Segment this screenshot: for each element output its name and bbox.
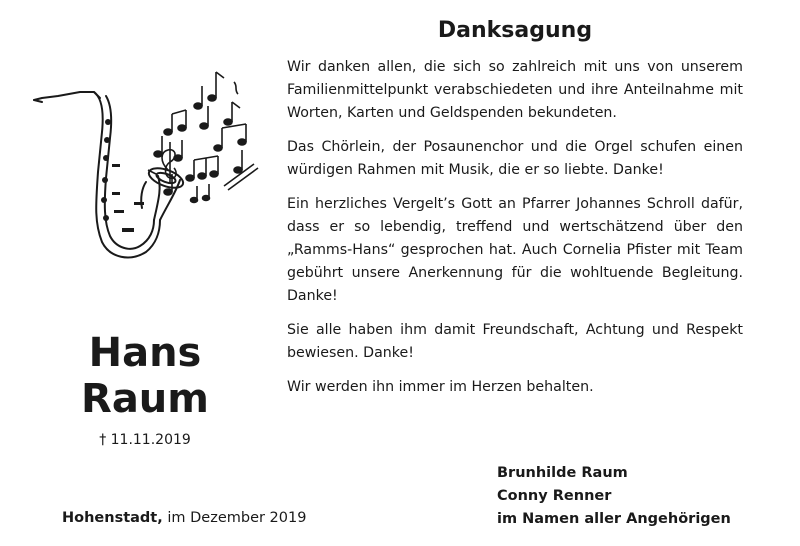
- deceased-last-name: Raum: [81, 376, 209, 422]
- place-date-line: [62, 510, 306, 526]
- date-text: im Dezember 2019: [162, 510, 307, 526]
- saxophone-illustration: [28, 62, 268, 277]
- paragraph: Wir danken allen, die sich so zahlreich mit uns von unserem Familienmittelpunkt verabschiedeten und ihre Anteilnahme mit Worten, Karten und Geldspenden bekundeten.: [287, 59, 743, 121]
- deceased-name-block: [60, 330, 230, 448]
- saxophone-with-music-notes-icon: [28, 62, 268, 277]
- death-date: † 11.11.2019: [99, 432, 191, 448]
- signature-line: Conny Renner: [497, 488, 612, 504]
- deceased-first-name: Hans: [88, 330, 202, 376]
- acknowledgement-text: [287, 56, 743, 410]
- paragraph: Das Chörlein, der Posaunenchor und die Orgel schufen einen würdigen Rahmen mit Musik, die er so liebte. Danke!: [287, 139, 743, 178]
- signature-line: im Namen aller Angehörigen: [497, 511, 731, 527]
- signature-line: Brunhilde Raum: [497, 465, 628, 481]
- paragraph: Sie alle haben ihm damit Freundschaft, Achtung und Respekt bewiesen. Danke!: [287, 322, 743, 361]
- place-name: Hohenstadt,: [62, 510, 163, 526]
- paragraph: Wir werden ihn immer im Herzen behalten.: [287, 379, 594, 395]
- page-title: Danksagung: [437, 18, 593, 43]
- signature-block: [497, 462, 731, 531]
- paragraph: Ein herzliches Vergelt’s Gott an Pfarrer Johannes Schroll dafür, dass er so lebendig, treffend und wertschätzend über den „Ramms-Hans“ gesprochen hat. Auch Cornelia Pfister mit Team gebührt unsere Anerkennung für die wohltuende Begleitung. Danke!: [287, 196, 743, 304]
